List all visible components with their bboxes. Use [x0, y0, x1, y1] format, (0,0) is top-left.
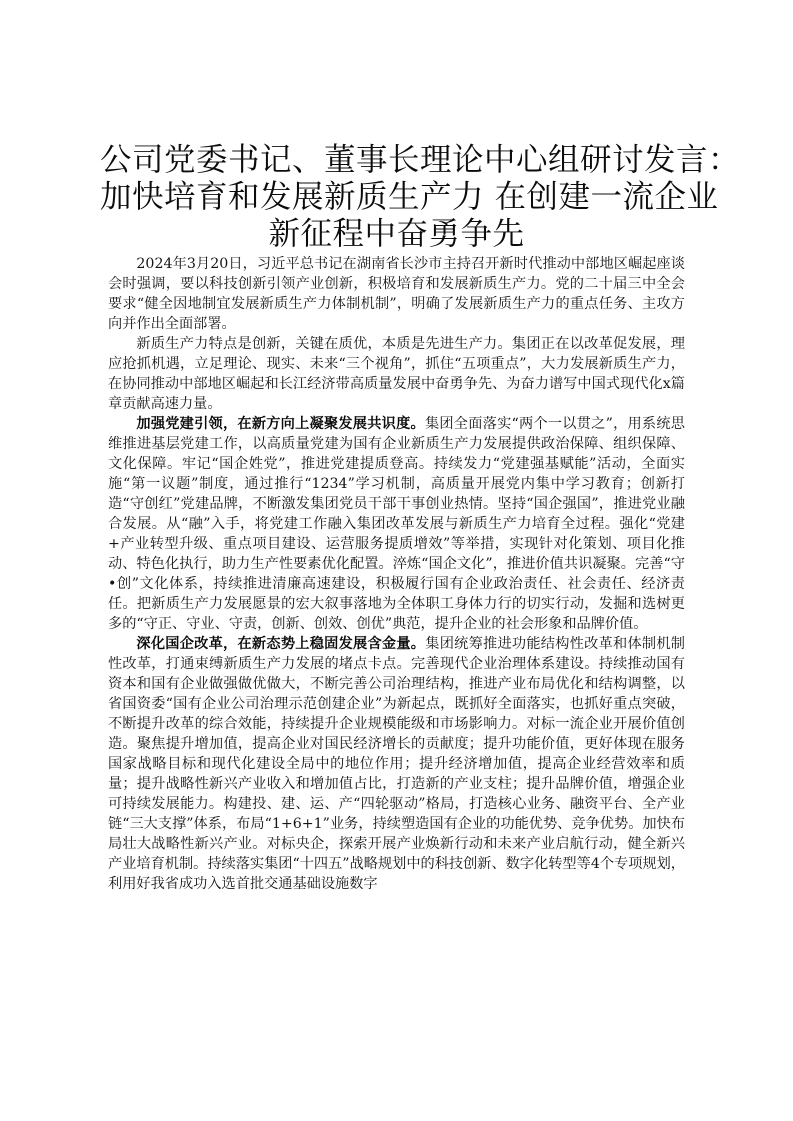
- paragraph-text: 新质生产力特点是创新，关键在质优，本质是先进生产力。集团正在以改革促发展，理应抢抓机遇，立足理论、现实、未来“三个视角”，抓住“五项重点”，大力发展新质生产力，在协同推动中部地区崛起和长江经济带高质量发展中奋勇争先、为奋力谱写中国式现代化x篇章贡献高速力量。: [108, 336, 685, 412]
- document-body: [108, 254, 685, 894]
- title-line-2: 加快培育和发展新质生产力 在创建一流企业: [100, 179, 719, 215]
- paragraph-intro: [108, 254, 685, 334]
- title-line-1: 公司党委书记、董事长理论中心组研讨发言：: [100, 142, 741, 178]
- document-title: [100, 142, 741, 253]
- paragraph-reform: [108, 634, 685, 894]
- paragraph-party-building: [108, 414, 685, 634]
- paragraph-text: 集团统筹推进功能结构性改革和体制机制性改革，打通束缚新质生产力发展的堵点卡点。完善现代企业治理体系建设。持续推动国有资本和国有企业做强做优做大，不断完善公司治理结构，推进产业布局优化和结构调整，以省国资委“国有企业公司治理示范创建企业”为新起点，既抓好全面落实，也抓好重点突破，不断提升改革的综合效能，持续提升企业规模能级和市场影响力。对标一流企业开展价值创造。聚焦提升增加值，提高企业对国民经济增长的贡献度；提升功能价值，更好体现在服务国家战略目标和现代化建设全局中的地位作用；提升经济增加值，提高企业经营效率和质量；提升战略性新兴产业收入和增加值占比，打造新的产业支柱；提升品牌价值，增强企业可持续发展能力。构建投、建、运、产“四轮驱动”格局，打造核心业务、融资平台、全产业链“三大支撑”体系，布局“1+6+1”业务，持续塑造国有企业的功能优势、竞争优势。加快布局壮大战略性新兴产业。对标央企，探索开展产业焕新行动和未来产业启航行动，健全新兴产业培育机制。持续落实集团“十四五”战略规划中的科技创新、数字化转型等4个专项规划，利用好我省成功入选首批交通基础设施数字: [108, 636, 685, 892]
- paragraph-lead-heading: 深化国企改革，在新态势上稳固发展含金量。: [136, 636, 426, 652]
- paragraph-lead-heading: 加强党建引领，在新方向上凝聚发展共识度。: [136, 416, 425, 432]
- paragraph-text: 2024年3月20日，习近平总书记在湖南省长沙市主持召开新时代推动中部地区崛起座谈会时强调，要以科技创新引领产业创新，积极培育和发展新质生产力。党的二十届三中全会要求“健全因地制宜发展新质生产力体制机制”，明确了发展新质生产力的重点任务、主攻方向并作出全面部署。: [108, 256, 685, 332]
- paragraph-overview: [108, 334, 685, 414]
- title-line-3: 新征程中奋勇争先: [268, 216, 525, 252]
- paragraph-text: 集团全面落实“两个一以贯之”，用系统思维推进基层党建工作，以高质量党建为国有企业新质生产力发展提供政治保障、组织保障、文化保障。牢记“国企姓党”，推进党建提质登高。持续发力“党建强基赋能”活动，全面实施“第一议题”制度，通过推行“1234”学习机制，高质量开展党内集中学习教育；创新打造“守创红”党建品牌，不断激发集团党员干部干事创业热情。坚持“国企强国”，推进党业融合发展。从“融”入手，将党建工作融入集团改革发展与新质生产力培育全过程。强化“党建+产业转型升级、重点项目建设、运营服务提质增效”等举措，实现针对化策划、项目化推动、特色化执行，助力生产性要素优化配置。淬炼“国企文化”，推进价值共识凝聚。完善“守•创”文化体系，持续推进清廉高速建设，积极履行国有企业政治责任、社会责任、经济责任。把新质生产力发展愿景的宏大叙事落地为全体职工身体力行的切实行动，发掘和选树更多的“守正、守业、守责，创新、创效、创优”典范，提升企业的社会形象和品牌价值。: [108, 416, 685, 632]
